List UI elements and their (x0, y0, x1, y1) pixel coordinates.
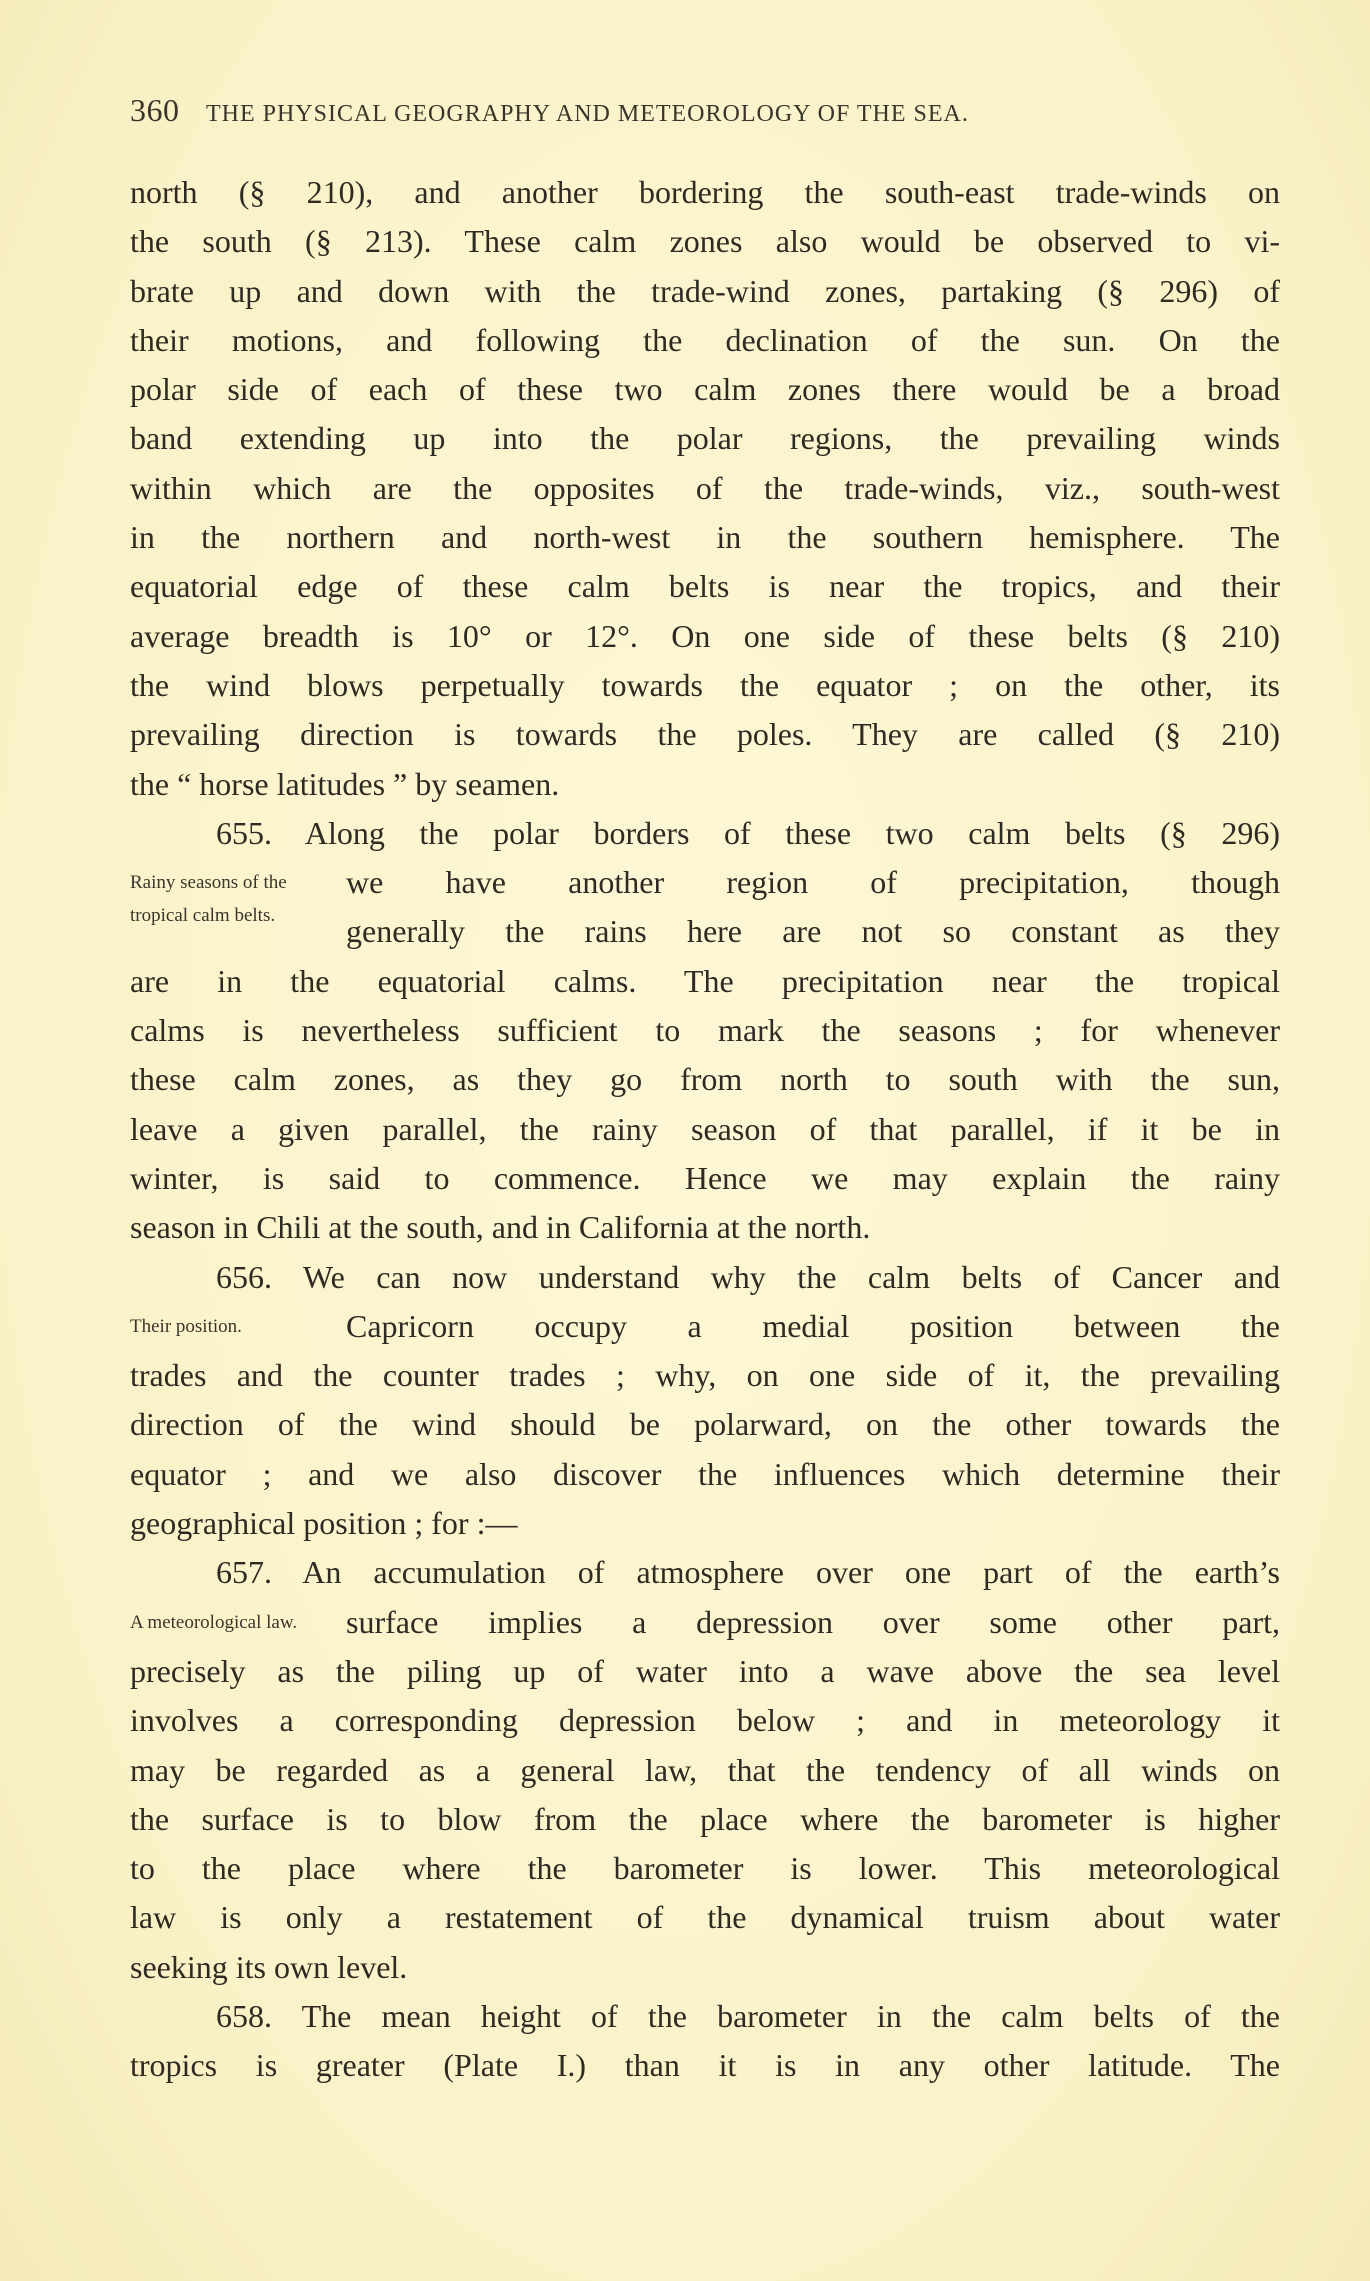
text-line: equatorial edge of these calm belts is near the tropics, and their (130, 568, 1280, 605)
text-line: leave a given parallel, the rainy season of that parallel, if it be in (130, 1110, 1280, 1147)
text-line: to the place where the barometer is lower. This meteorological (130, 1850, 1280, 1887)
text-line: their motions, and following the declination of the sun. On the (130, 321, 1280, 358)
paragraph-657-start: 657. An accumulation of atmosphere over one part of the earth’s (216, 1554, 1280, 1591)
text-line: average breadth is 10° or 12°. On one side of these belts (§ 210) (130, 617, 1280, 654)
text-line: the surface is to blow from the place where the barometer is higher (130, 1800, 1280, 1837)
text-line: involves a corresponding depression below ; and in meteorology it (130, 1702, 1280, 1739)
text-line: surface implies a depression over some other part, (346, 1603, 1280, 1640)
sidenote-655-line2: tropical calm belts. (130, 905, 276, 927)
text-line: may be regarded as a general law, that the tendency of all winds on (130, 1751, 1280, 1788)
text-line: prevailing direction is towards the poles. They are called (§ 210) (130, 716, 1280, 753)
text-line-with-sidenote (130, 858, 1280, 907)
page-number: 360 (130, 92, 180, 128)
sidenote-655-line1: Rainy seasons of the (130, 872, 287, 894)
text-line-with-sidenote (130, 907, 1280, 956)
text-line: these calm zones, as they go from north to south with the sun, (130, 1061, 1280, 1098)
text-line: Capricorn occupy a medial position between the (346, 1307, 1280, 1344)
text-line: winter, is said to commence. Hence we may explain the rainy (130, 1159, 1280, 1196)
page-header (130, 92, 1290, 129)
running-title: THE PHYSICAL GEOGRAPHY AND METEOROLOGY OF THE SEA. (205, 101, 969, 127)
sidenote-656: Their position. (130, 1315, 242, 1337)
text-line: seeking its own level. (130, 1948, 408, 1985)
text-line: geographical position ; for :— (130, 1505, 518, 1542)
text-line: trades and the counter trades ; why, on one side of it, the prevailing (130, 1357, 1280, 1394)
text-line: generally the rains here are not so constant as they (346, 913, 1280, 950)
paragraph-655-start: 655. Along the polar borders of these two calm belts (§ 296) (216, 814, 1280, 851)
text-line: equator ; and we also discover the influences which determine their (130, 1455, 1280, 1492)
sidenote-657: A meteorological law. (130, 1611, 298, 1633)
page-body (130, 168, 1280, 2091)
text-line: tropics is greater (Plate I.) than it is in any other latitude. The (130, 2047, 1280, 2084)
text-line: polar side of each of these two calm zones there would be a broad (130, 371, 1280, 408)
text-line: north (§ 210), and another bordering the south-east trade-winds on (130, 174, 1280, 210)
text-line: law is only a restatement of the dynamical truism about water (130, 1899, 1280, 1936)
paragraph-656-start: 656. We can now understand why the calm belts of Cancer and (216, 1258, 1280, 1295)
text-line: within which are the opposites of the trade-winds, viz., south-west (130, 469, 1280, 506)
text-line: direction of the wind should be polarward, on the other towards the (130, 1406, 1280, 1443)
text-line: in the northern and north-west in the southern hemisphere. The (130, 519, 1280, 556)
text-line: season in Chili at the south, and in California at the north. (130, 1209, 871, 1246)
text-line: the wind blows perpetually towards the equator ; on the other, its (130, 666, 1280, 703)
text-line-with-sidenote (130, 1302, 1280, 1351)
text-line: the south (§ 213). These calm zones also would be observed to vi- (130, 223, 1280, 260)
text-line: we have another region of precipitation, though (346, 864, 1280, 901)
text-line: the “ horse latitudes ” by seamen. (130, 765, 560, 802)
text-line: calms is nevertheless sufficient to mark the seasons ; for whenever (130, 1012, 1280, 1049)
paragraph-658-start: 658. The mean height of the barometer in the calm belts of the (216, 1997, 1280, 2034)
text-line: precisely as the piling up of water into a wave above the sea level (130, 1652, 1280, 1689)
text-line: band extending up into the polar regions, the prevailing winds (130, 420, 1280, 457)
text-line: are in the equatorial calms. The precipitation near the tropical (130, 962, 1280, 999)
text-line-with-sidenote (130, 1598, 1280, 1647)
text-line: brate up and down with the trade-wind zones, partaking (§ 296) of (130, 272, 1280, 309)
